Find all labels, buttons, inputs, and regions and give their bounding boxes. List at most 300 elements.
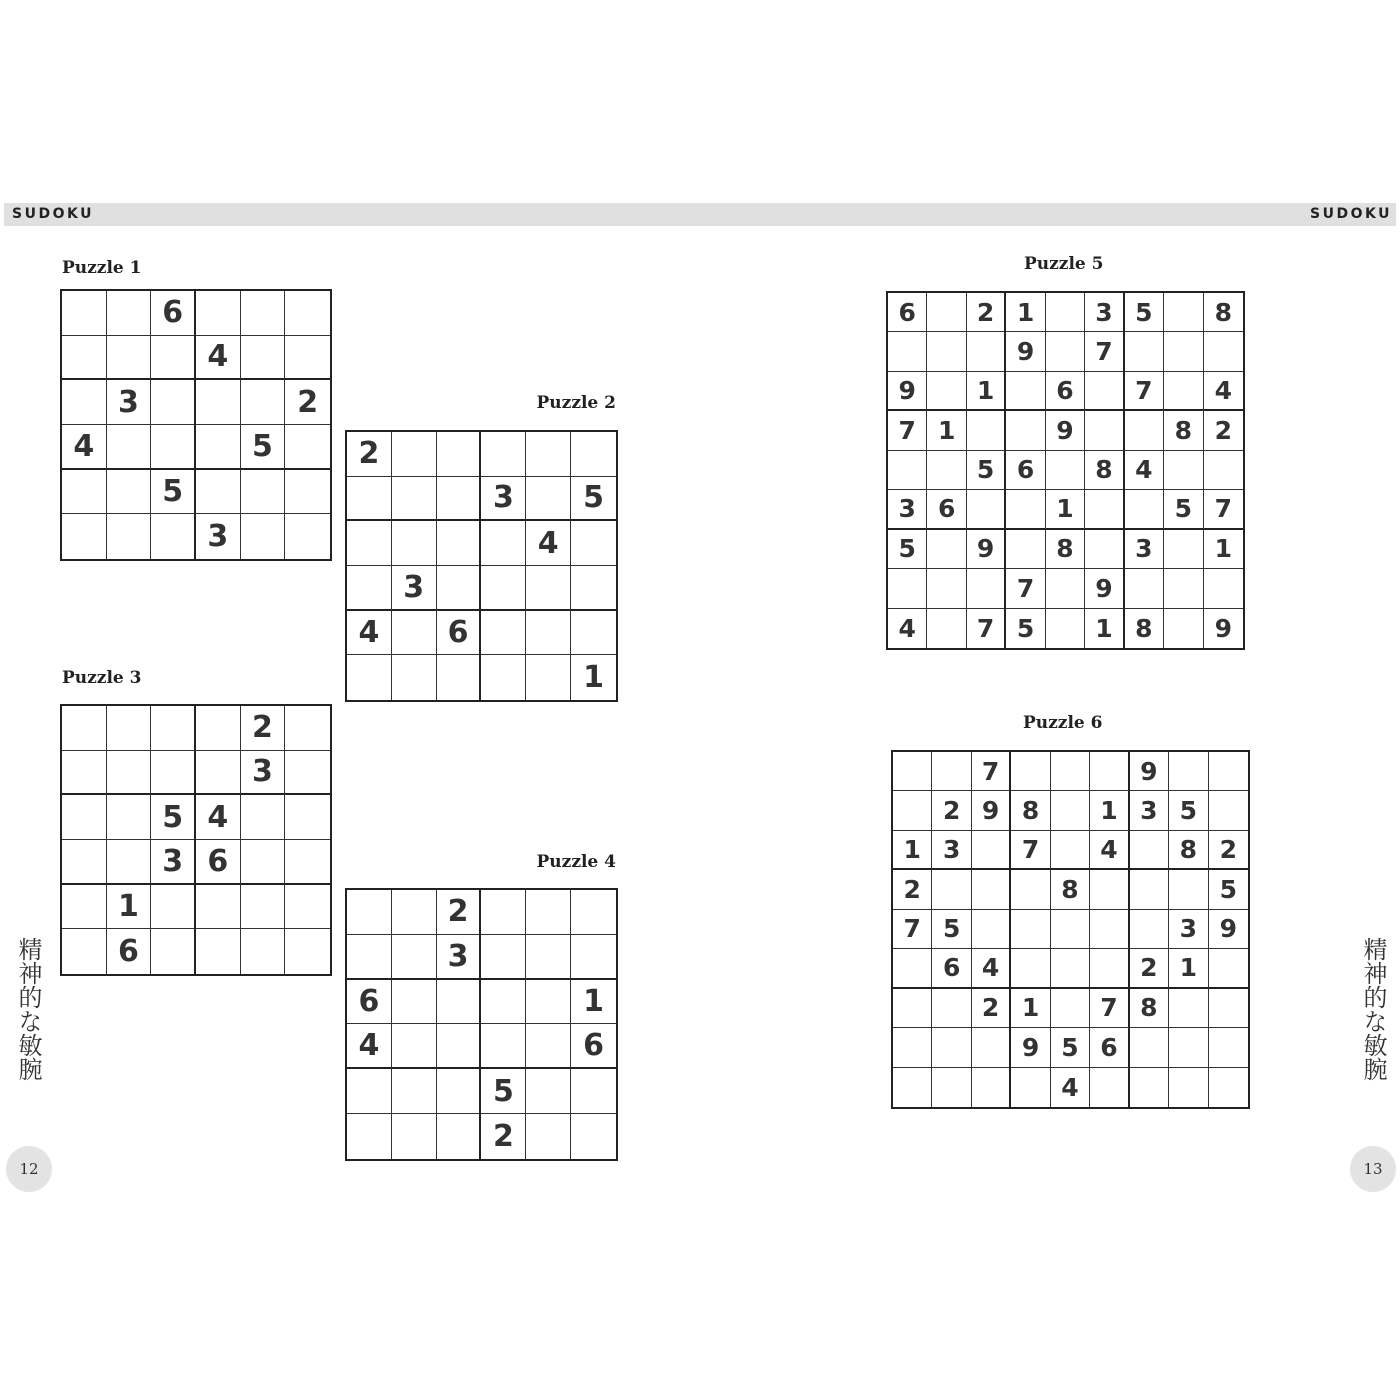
sudoku-cell (62, 514, 107, 559)
puzzle-1-title: Puzzle 1 (62, 258, 142, 278)
sudoku-cell: 8 (1085, 451, 1124, 490)
sudoku-cell (1051, 752, 1090, 791)
sudoku-cell (526, 1114, 571, 1159)
sudoku-cell (1051, 949, 1090, 988)
sudoku-cell (437, 1069, 482, 1114)
sudoku-cell: 2 (932, 791, 971, 830)
sudoku-cell (932, 1028, 971, 1067)
sudoku-cell (347, 1114, 392, 1159)
sudoku-cell (1125, 332, 1164, 371)
sudoku-cell (526, 1024, 571, 1069)
sudoku-cell: 8 (1125, 609, 1164, 648)
sudoku-cell: 3 (481, 477, 526, 522)
sudoku-cell (241, 795, 286, 840)
sudoku-cell: 5 (1125, 293, 1164, 332)
sudoku-cell: 3 (888, 490, 927, 529)
sudoku-cell: 1 (583, 660, 604, 696)
sudoku-cell (392, 477, 437, 522)
sudoku-cell: 3 (151, 840, 196, 885)
sudoku-cell (62, 291, 107, 336)
sudoku-cell (972, 1068, 1011, 1107)
sudoku-cell (62, 885, 107, 930)
sudoku-cell (241, 291, 286, 336)
sudoku-cell (196, 885, 241, 930)
sudoku-cell (1169, 870, 1208, 909)
sudoku-cell (392, 655, 437, 700)
sudoku-cell (893, 949, 932, 988)
sudoku-cell (571, 935, 616, 980)
sudoku-cell: 2 (285, 380, 330, 425)
sudoku-cell (1164, 451, 1203, 490)
sudoku-cell (927, 569, 966, 608)
sudoku-cell (481, 432, 526, 477)
sudoku-cell (972, 910, 1011, 949)
sudoku-cell (241, 514, 286, 559)
sudoku-cell: 7 (888, 411, 927, 450)
sudoku-cell (196, 751, 241, 796)
sudoku-cell (1209, 1068, 1248, 1107)
sudoku-cell (571, 611, 616, 656)
sudoku-cell (932, 1068, 971, 1107)
sudoku-cell: 7 (1011, 831, 1050, 870)
sudoku-cell (151, 514, 196, 559)
sudoku-cell: 7 (1125, 372, 1164, 411)
sudoku-cell (62, 336, 107, 381)
puzzle-2-title: Puzzle 2 (536, 393, 616, 413)
sudoku-cell (196, 425, 241, 470)
sudoku-cell: 1 (107, 885, 152, 930)
sudoku-cell: 9 (1214, 613, 1232, 643)
puzzle-5-title: Puzzle 5 (1024, 254, 1104, 274)
sudoku-cell: 2 (481, 1114, 526, 1159)
sudoku-cell: 5 (1164, 490, 1203, 529)
sudoku-cell: 5 (932, 910, 971, 949)
sudoku-cell: 2 (1209, 831, 1248, 870)
sudoku-cell (107, 470, 152, 515)
sudoku-cell (285, 929, 330, 974)
sudoku-cell: 9 (1046, 411, 1085, 450)
sudoku-cell (481, 890, 526, 935)
sudoku-cell (62, 840, 107, 885)
sudoku-cell (1169, 752, 1208, 791)
sudoku-cell (1011, 752, 1050, 791)
sudoku-cell (1209, 791, 1248, 830)
sudoku-cell (1011, 910, 1050, 949)
sudoku-cell (1090, 752, 1129, 791)
puzzle-2-grid (345, 430, 618, 702)
sudoku-cell (1204, 332, 1243, 371)
sudoku-cell (107, 795, 152, 840)
sudoku-cell (437, 1114, 482, 1159)
sudoku-cell (437, 1024, 482, 1069)
sudoku-cell (927, 332, 966, 371)
sudoku-cell (571, 1114, 616, 1159)
sudoku-cell (151, 425, 196, 470)
sudoku-cell: 6 (1090, 1028, 1129, 1067)
sudoku-cell (893, 989, 932, 1028)
sudoku-cell: 2 (1204, 411, 1243, 450)
sudoku-cell (347, 566, 392, 611)
sudoku-cell (888, 451, 927, 490)
sudoku-cell (241, 470, 286, 515)
sudoku-cell (196, 706, 241, 751)
sudoku-cell: 3 (196, 514, 241, 559)
sudoku-cell: 9 (888, 372, 927, 411)
sudoku-cell (571, 521, 616, 566)
sudoku-cell (967, 332, 1006, 371)
sudoku-cell: 9 (1085, 569, 1124, 608)
sudoku-cell (1209, 752, 1248, 791)
sudoku-cell (1051, 791, 1090, 830)
sudoku-cell (107, 840, 152, 885)
sudoku-cell: 4 (972, 949, 1011, 988)
sudoku-cell: 6 (927, 490, 966, 529)
sudoku-cell: 9 (1209, 910, 1248, 949)
sudoku-cell (571, 566, 616, 611)
sudoku-cell (1169, 1068, 1208, 1107)
sudoku-cell (392, 935, 437, 980)
sudoku-cell (241, 380, 286, 425)
sudoku-cell: 5 (888, 530, 927, 569)
sudoku-cell (347, 521, 392, 566)
sudoku-cell: 6 (107, 929, 152, 974)
sudoku-cell (437, 655, 482, 700)
sudoku-cell (1006, 530, 1045, 569)
sudoku-cell: 1 (967, 372, 1006, 411)
sudoku-cell (972, 1028, 1011, 1067)
sudoku-cell (392, 1069, 437, 1114)
sudoku-cell: 8 (1051, 870, 1090, 909)
sudoku-cell: 3 (241, 751, 286, 796)
sudoku-cell: 6 (571, 1024, 616, 1069)
sudoku-cell (481, 655, 526, 700)
sudoku-cell: 1 (927, 411, 966, 450)
sudoku-cell (1051, 989, 1090, 1028)
sudoku-cell: 6 (932, 949, 971, 988)
sudoku-cell: 6 (151, 291, 196, 336)
sudoku-cell (526, 935, 571, 980)
sudoku-cell: 6 (437, 611, 482, 656)
sudoku-cell (526, 566, 571, 611)
sudoku-cell (1011, 1068, 1050, 1107)
sudoku-cell (526, 432, 571, 477)
sudoku-cell (437, 432, 482, 477)
sudoku-cell (347, 1069, 392, 1114)
sudoku-cell: 4 (62, 425, 107, 470)
puzzle-4-title: Puzzle 4 (536, 852, 616, 872)
sudoku-cell (392, 1024, 437, 1069)
sudoku-cell (107, 706, 152, 751)
sudoku-cell (285, 425, 330, 470)
sudoku-cell (1046, 609, 1085, 648)
sudoku-cell (526, 477, 571, 522)
sudoku-cell (967, 411, 1006, 450)
sudoku-cell: 8 (1130, 989, 1169, 1028)
sudoku-cell: 7 (1204, 490, 1243, 529)
sudoku-cell (526, 611, 571, 656)
puzzle-1-grid (60, 289, 332, 561)
sudoku-cell: 1 (1169, 949, 1208, 988)
sudoku-cell (1006, 411, 1045, 450)
sudoku-cell (1006, 372, 1045, 411)
sudoku-cell: 8 (1204, 293, 1243, 332)
sudoku-cell: 1 (1006, 293, 1045, 332)
sudoku-cell: 3 (392, 566, 437, 611)
sudoku-cell: 1 (1090, 791, 1129, 830)
sudoku-cell (437, 477, 482, 522)
sudoku-cell (107, 751, 152, 796)
sudoku-cell (285, 470, 330, 515)
sudoku-cell (285, 514, 330, 559)
sudoku-cell: 4 (1125, 451, 1164, 490)
sudoku-cell (392, 1114, 437, 1159)
sudoku-cell: 3 (437, 935, 482, 980)
sudoku-cell: 4 (347, 1024, 392, 1069)
sudoku-cell (526, 1069, 571, 1114)
sudoku-cell: 7 (1090, 989, 1129, 1028)
sudoku-cell (1125, 490, 1164, 529)
sudoku-cell (347, 477, 392, 522)
sudoku-cell: 6 (347, 980, 392, 1025)
sudoku-cell: 1 (1011, 989, 1050, 1028)
sudoku-cell (62, 706, 107, 751)
sudoku-cell (1204, 451, 1243, 490)
sudoku-cell (932, 752, 971, 791)
header-title-left: SUDOKU (12, 206, 94, 222)
sudoku-cell (392, 980, 437, 1025)
sudoku-cell (285, 840, 330, 885)
sudoku-cell (1051, 910, 1090, 949)
sudoku-cell (285, 795, 330, 840)
sudoku-cell (1085, 530, 1124, 569)
sudoku-cell (196, 929, 241, 974)
sudoku-cell (437, 566, 482, 611)
sudoku-cell (62, 470, 107, 515)
sudoku-cell (285, 336, 330, 381)
sudoku-cell (347, 935, 392, 980)
sudoku-cell (107, 336, 152, 381)
sudoku-cell (972, 831, 1011, 870)
sudoku-cell: 3 (1130, 791, 1169, 830)
sudoku-cell (1125, 411, 1164, 450)
sudoku-cell: 3 (1169, 910, 1208, 949)
sudoku-cell (151, 336, 196, 381)
sudoku-cell (1090, 949, 1129, 988)
sudoku-cell: 1 (571, 980, 616, 1025)
sudoku-cell: 8 (1169, 831, 1208, 870)
sudoku-cell (927, 293, 966, 332)
sudoku-cell (481, 521, 526, 566)
sudoku-cell (1169, 1028, 1208, 1067)
sudoku-cell: 5 (481, 1069, 526, 1114)
header-bar (4, 203, 1396, 226)
sudoku-cell (62, 795, 107, 840)
sudoku-cell: 4 (347, 611, 392, 656)
sudoku-cell (1090, 1068, 1129, 1107)
sudoku-cell (285, 706, 330, 751)
sudoku-cell: 7 (972, 752, 1011, 791)
sudoku-cell (526, 655, 571, 700)
sudoku-cell (1090, 910, 1129, 949)
sudoku-cell: 9 (1130, 752, 1169, 791)
sudoku-cell: 2 (893, 870, 932, 909)
sudoku-cell (392, 611, 437, 656)
sudoku-cell (1130, 1068, 1169, 1107)
sudoku-cell: 2 (347, 432, 392, 477)
sudoku-cell (571, 432, 616, 477)
sudoku-cell: 7 (1085, 332, 1124, 371)
sudoku-cell (526, 890, 571, 935)
sudoku-cell (107, 425, 152, 470)
sudoku-cell: 5 (967, 451, 1006, 490)
puzzle-5-grid (886, 291, 1245, 650)
sudoku-cell: 9 (1011, 1028, 1050, 1067)
sudoku-cell: 5 (151, 795, 196, 840)
sudoku-cell: 3 (107, 380, 152, 425)
sudoku-cell: 2 (972, 989, 1011, 1028)
sudoku-cell (241, 840, 286, 885)
sudoku-cell (932, 989, 971, 1028)
sudoku-cell: 4 (1204, 372, 1243, 411)
sudoku-cell: 4 (1090, 831, 1129, 870)
sudoku-cell (1130, 870, 1169, 909)
sudoku-cell (392, 432, 437, 477)
sudoku-cell: 4 (196, 795, 241, 840)
sudoku-cell (1011, 870, 1050, 909)
sudoku-cell: 1 (1204, 530, 1243, 569)
sudoku-cell (1209, 989, 1248, 1028)
sudoku-cell (392, 890, 437, 935)
puzzle-3-grid (60, 704, 332, 976)
sudoku-cell: 5 (1006, 609, 1045, 648)
sudoku-cell (481, 566, 526, 611)
sudoku-cell: 7 (1006, 569, 1045, 608)
sudoku-cell: 2 (241, 706, 286, 751)
sudoku-cell (1046, 451, 1085, 490)
sudoku-cell: 9 (972, 791, 1011, 830)
sudoku-cell (151, 885, 196, 930)
sudoku-cell (1164, 332, 1203, 371)
sudoku-cell (241, 336, 286, 381)
sudoku-cell (1164, 569, 1203, 608)
page-number-left: 12 (6, 1146, 52, 1192)
puzzle-6-title: Puzzle 6 (1023, 713, 1103, 733)
sudoku-cell (967, 569, 1006, 608)
sudoku-cell (1209, 1028, 1248, 1067)
sudoku-cell (1006, 490, 1045, 529)
sudoku-cell (932, 870, 971, 909)
sudoku-cell (196, 470, 241, 515)
sudoku-cell: 2 (967, 293, 1006, 332)
sudoku-cell: 4 (1051, 1068, 1090, 1107)
puzzle-4-grid (345, 888, 618, 1161)
sudoku-cell: 9 (1006, 332, 1045, 371)
sudoku-cell (1125, 569, 1164, 608)
sudoku-cell: 5 (1209, 870, 1248, 909)
sudoku-cell: 9 (967, 530, 1006, 569)
sudoku-cell: 8 (1164, 411, 1203, 450)
sudoku-cell (1085, 411, 1124, 450)
sudoku-cell: 2 (437, 890, 482, 935)
sudoku-cell (1130, 910, 1169, 949)
sudoku-cell (285, 291, 330, 336)
sudoku-cell (151, 706, 196, 751)
sudoku-cell: 2 (1130, 949, 1169, 988)
sudoku-cell (893, 1028, 932, 1067)
side-text-left: 精神的な敏腕 (14, 937, 42, 1081)
sudoku-cell (1164, 293, 1203, 332)
sudoku-cell (151, 380, 196, 425)
sudoku-cell: 8 (1046, 530, 1085, 569)
sudoku-cell (107, 514, 152, 559)
sudoku-cell: 5 (1051, 1028, 1090, 1067)
sudoku-cell (1130, 831, 1169, 870)
sudoku-cell (241, 929, 286, 974)
sudoku-cell (927, 372, 966, 411)
sudoku-cell (347, 655, 392, 700)
sudoku-cell: 6 (1006, 451, 1045, 490)
sudoku-cell: 3 (1085, 293, 1124, 332)
sudoku-cell (888, 569, 927, 608)
sudoku-cell (1130, 1028, 1169, 1067)
sudoku-cell: 3 (932, 831, 971, 870)
sudoku-cell: 6 (1046, 372, 1085, 411)
sudoku-cell: 1 (893, 831, 932, 870)
sudoku-cell (285, 885, 330, 930)
sudoku-cell: 4 (526, 521, 571, 566)
sudoku-cell (1209, 949, 1248, 988)
sudoku-cell: 1 (1085, 609, 1124, 648)
sudoku-cell (1046, 293, 1085, 332)
sudoku-cell (893, 1068, 932, 1107)
sudoku-cell: 5 (241, 425, 286, 470)
sudoku-cell (1046, 569, 1085, 608)
sudoku-cell (62, 751, 107, 796)
sudoku-cell (481, 980, 526, 1025)
sudoku-cell (481, 935, 526, 980)
page-number-right: 13 (1350, 1146, 1396, 1192)
sudoku-cell (151, 751, 196, 796)
sudoku-cell (1051, 831, 1090, 870)
sudoku-cell (893, 791, 932, 830)
sudoku-cell (437, 980, 482, 1025)
sudoku-cell: 4 (196, 336, 241, 381)
sudoku-cell: 8 (1011, 791, 1050, 830)
sudoku-cell (927, 451, 966, 490)
puzzle-6-grid (891, 750, 1250, 1109)
sudoku-cell (1011, 949, 1050, 988)
sudoku-cell (196, 380, 241, 425)
sudoku-cell (1085, 372, 1124, 411)
sudoku-cell (151, 929, 196, 974)
sudoku-cell (1204, 569, 1243, 608)
header-title-right: SUDOKU (1310, 206, 1392, 222)
sudoku-cell (62, 380, 107, 425)
sudoku-cell: 1 (1046, 490, 1085, 529)
sudoku-cell (481, 1024, 526, 1069)
sudoku-cell: 4 (888, 609, 927, 648)
sudoku-cell: 6 (888, 293, 927, 332)
sudoku-cell (285, 751, 330, 796)
sudoku-cell: 5 (1169, 791, 1208, 830)
sudoku-cell (893, 752, 932, 791)
puzzle-3-title: Puzzle 3 (62, 668, 142, 688)
sudoku-cell (437, 521, 482, 566)
sudoku-cell (241, 885, 286, 930)
sudoku-cell: 5 (571, 477, 616, 522)
sudoku-cell (107, 291, 152, 336)
sudoku-cell (347, 890, 392, 935)
